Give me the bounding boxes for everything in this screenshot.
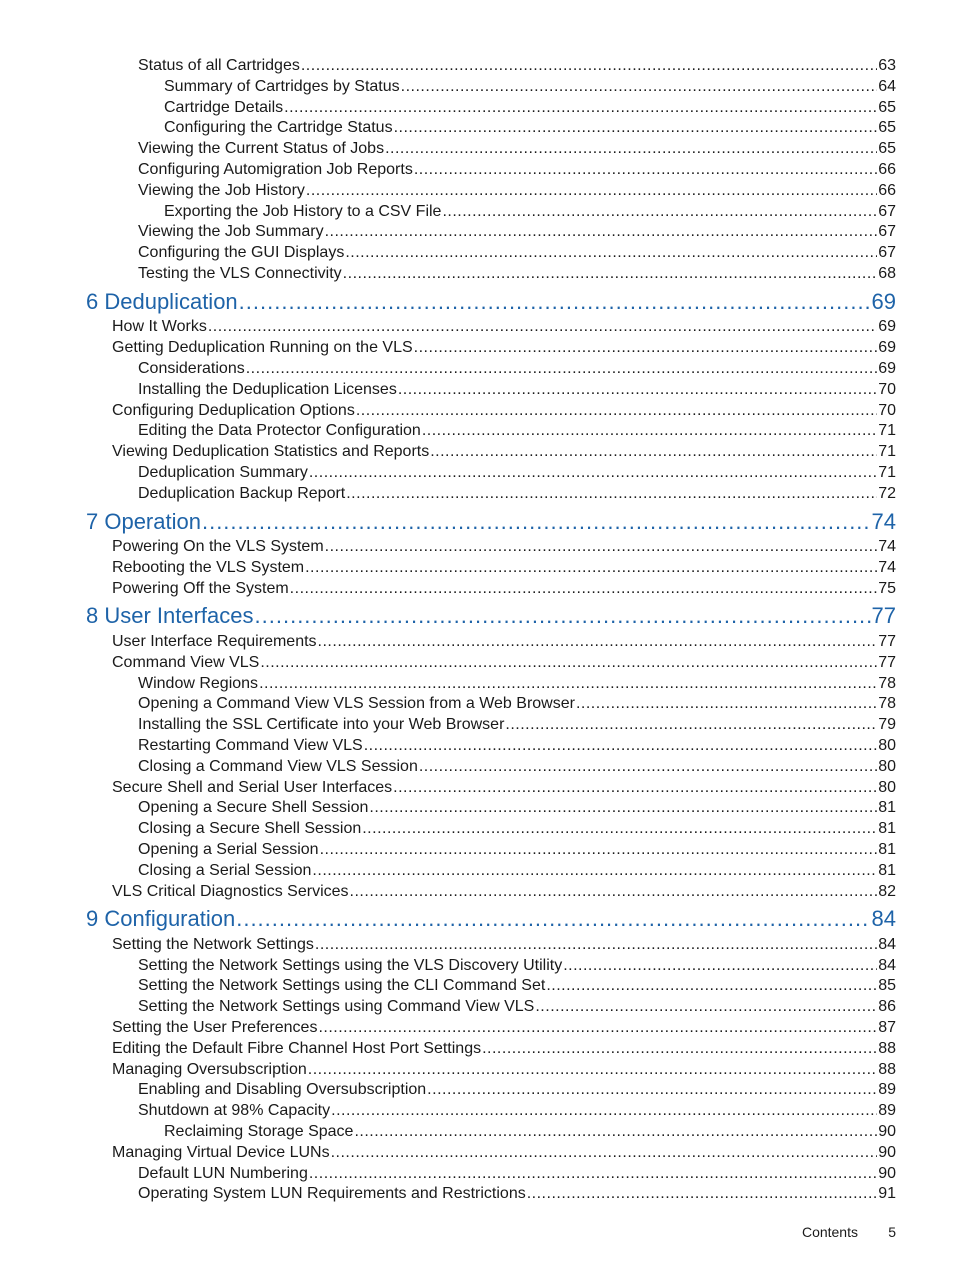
toc-leader-dots bbox=[527, 1184, 877, 1204]
toc-leader-dots bbox=[202, 509, 871, 535]
toc-leader-dots bbox=[401, 77, 878, 97]
toc-entry-page: 72 bbox=[878, 484, 896, 502]
toc-entry-page: 84 bbox=[871, 906, 896, 932]
toc-entry[interactable] bbox=[164, 202, 896, 222]
toc-entry-page: 86 bbox=[878, 998, 896, 1016]
toc-entry-page: 85 bbox=[878, 977, 896, 995]
toc-entry-title: Considerations bbox=[138, 359, 245, 377]
toc-entry[interactable] bbox=[164, 98, 896, 118]
toc-entry-title: Restarting Command View VLS bbox=[138, 736, 363, 754]
toc-entry-page: 81 bbox=[878, 861, 896, 879]
toc-entry-page: 84 bbox=[878, 935, 896, 953]
toc-entry-page: 71 bbox=[878, 443, 896, 461]
toc-entry-page: 87 bbox=[878, 1019, 896, 1036]
toc-leader-dots bbox=[385, 139, 877, 159]
toc-entry-title: Deduplication Summary bbox=[138, 463, 308, 481]
toc-entry-page: 81 bbox=[878, 799, 896, 817]
toc-entry-title: Opening a Secure Shell Session bbox=[138, 799, 369, 817]
toc-entry[interactable] bbox=[138, 264, 896, 284]
toc-entry-page: 90 bbox=[878, 1123, 896, 1140]
toc-entry[interactable] bbox=[112, 632, 896, 652]
toc-leader-dots bbox=[309, 463, 877, 483]
toc-entry[interactable] bbox=[138, 976, 896, 996]
toc-leader-dots bbox=[345, 243, 877, 263]
toc-entry[interactable] bbox=[138, 181, 896, 201]
toc-entry[interactable] bbox=[138, 674, 896, 694]
toc-entry-title: Setting the User Preferences bbox=[112, 1019, 318, 1036]
toc-entry-title: Setting the Network Settings using the VLS Discovery Utility bbox=[138, 956, 563, 974]
toc-entry-page: 69 bbox=[871, 288, 896, 314]
toc-entry-page: 67 bbox=[878, 244, 896, 262]
toc-entry[interactable] bbox=[112, 935, 896, 955]
toc-entry[interactable] bbox=[112, 401, 896, 421]
toc-entry[interactable] bbox=[138, 139, 896, 159]
toc-entry[interactable] bbox=[112, 338, 896, 358]
toc-entry-page: 77 bbox=[871, 603, 896, 629]
toc-entry[interactable] bbox=[138, 1101, 896, 1121]
toc-entry-page: 90 bbox=[878, 1143, 896, 1161]
toc-chapter-entry[interactable] bbox=[86, 603, 896, 629]
toc-entry[interactable] bbox=[112, 1060, 896, 1080]
toc-entry[interactable] bbox=[138, 380, 896, 400]
toc-entry-title: Configuring Deduplication Options bbox=[112, 401, 355, 419]
toc-entry[interactable] bbox=[138, 222, 896, 242]
toc-leader-dots bbox=[290, 579, 878, 599]
toc-entry[interactable] bbox=[138, 484, 896, 504]
toc-entry-page: 74 bbox=[878, 558, 896, 576]
toc-entry-title: Cartridge Details bbox=[164, 98, 284, 116]
toc-entry-page: 78 bbox=[878, 695, 896, 713]
toc-entry-title: Default LUN Numbering bbox=[138, 1164, 308, 1182]
toc-leader-dots bbox=[236, 906, 870, 932]
toc-entry-title: 8 User Interfaces bbox=[86, 603, 254, 629]
toc-entry-title: Summary of Cartridges by Status bbox=[164, 77, 400, 95]
toc-entry-title: Operating System LUN Requirements and Restrictions bbox=[138, 1185, 526, 1203]
toc-entry-title: Opening a Command View VLS Session from a Web Browser bbox=[138, 695, 575, 713]
toc-leader-dots bbox=[350, 882, 878, 902]
toc-entry-page: 89 bbox=[878, 1081, 896, 1099]
toc-entry[interactable] bbox=[112, 537, 896, 557]
footer-section-label: Contents bbox=[801, 1224, 858, 1240]
toc-entry-title: Editing the Data Protector Configuration bbox=[138, 422, 421, 440]
toc-entry-page: 64 bbox=[878, 77, 896, 95]
toc-entry[interactable] bbox=[138, 1184, 896, 1204]
toc-entry-page: 65 bbox=[878, 119, 896, 137]
toc-entry[interactable] bbox=[138, 694, 896, 714]
toc-entry[interactable] bbox=[138, 1080, 896, 1100]
toc-entry[interactable] bbox=[138, 1164, 896, 1184]
toc-leader-dots bbox=[427, 1080, 877, 1100]
toc-entry[interactable] bbox=[112, 882, 896, 902]
toc-entry-page: 77 bbox=[878, 632, 896, 650]
toc-leader-dots bbox=[364, 736, 878, 756]
toc-entry-title: Configuring Automigration Job Reports bbox=[138, 161, 413, 178]
toc-entry-page: 89 bbox=[878, 1102, 896, 1120]
toc-entry-title: Secure Shell and Serial User Interfaces bbox=[112, 778, 393, 796]
toc-leader-dots bbox=[284, 98, 877, 118]
toc-entry-title: Configuring the Cartridge Status bbox=[164, 119, 393, 137]
toc-entry-title: Powering Off the System bbox=[112, 579, 289, 597]
toc-entry[interactable] bbox=[138, 421, 896, 441]
toc-leader-dots bbox=[309, 1164, 877, 1184]
toc-entry-page: 74 bbox=[878, 538, 896, 555]
toc-leader-dots bbox=[394, 118, 878, 138]
toc-leader-dots bbox=[419, 757, 877, 777]
toc-entry-title: Rebooting the VLS System bbox=[112, 558, 305, 576]
toc-leader-dots bbox=[414, 160, 877, 180]
toc-entry-page: 70 bbox=[878, 401, 896, 419]
toc-entry-page: 67 bbox=[878, 202, 896, 220]
toc-entry-title: Deduplication Backup Report bbox=[138, 484, 346, 502]
toc-entry-title: Setting the Network Settings using the CLI Command Set bbox=[138, 977, 546, 995]
toc-leader-dots bbox=[308, 1060, 877, 1080]
toc-leader-dots bbox=[362, 819, 877, 839]
toc-entry-title: Closing a Serial Session bbox=[138, 861, 312, 879]
toc-entry-page: 80 bbox=[878, 736, 896, 754]
toc-entry[interactable] bbox=[138, 840, 896, 860]
toc-entry-title: Exporting the Job History to a CSV File bbox=[164, 202, 442, 220]
toc-entry-page: 75 bbox=[878, 579, 896, 597]
toc-entry-page: 63 bbox=[878, 57, 896, 74]
toc-entry-page: 68 bbox=[878, 265, 896, 282]
toc-leader-dots bbox=[325, 222, 878, 242]
toc-entry-title: Getting Deduplication Running on the VLS bbox=[112, 339, 413, 357]
toc-entry-page: 71 bbox=[878, 463, 896, 481]
toc-leader-dots bbox=[393, 778, 877, 798]
toc-entry-page: 78 bbox=[878, 674, 896, 692]
toc-entry-title: Window Regions bbox=[138, 674, 259, 692]
toc-entry[interactable] bbox=[112, 778, 896, 798]
toc-entry-title: Editing the Default Fibre Channel Host Port Settings bbox=[112, 1039, 482, 1057]
toc-entry-page: 79 bbox=[878, 716, 896, 734]
toc-entry-title: 9 Configuration bbox=[86, 906, 236, 932]
toc-leader-dots bbox=[430, 442, 877, 462]
toc-entry[interactable] bbox=[138, 736, 896, 756]
toc-entry[interactable] bbox=[112, 442, 896, 462]
toc-leader-dots bbox=[482, 1039, 877, 1059]
toc-entry-page: 67 bbox=[878, 223, 896, 241]
toc-entry-title: 7 Operation bbox=[86, 508, 201, 534]
toc-leader-dots bbox=[343, 264, 878, 284]
toc-leader-dots bbox=[239, 289, 871, 315]
toc-entry-title: Status of all Cartridges bbox=[138, 57, 300, 74]
toc-entry-page: 74 bbox=[871, 508, 896, 534]
toc-entry-page: 88 bbox=[878, 1060, 896, 1078]
toc-entry-title: Managing Oversubscription bbox=[112, 1060, 307, 1078]
toc-entry-page: 82 bbox=[878, 882, 896, 900]
toc-entry-title: Enabling and Disabling Oversubscription bbox=[138, 1081, 427, 1099]
toc-leader-dots bbox=[305, 558, 877, 578]
toc-leader-dots bbox=[331, 1101, 877, 1121]
toc-entry-page: 65 bbox=[878, 98, 896, 116]
toc-leader-dots bbox=[505, 715, 877, 735]
toc-leader-dots bbox=[369, 798, 877, 818]
toc-leader-dots bbox=[398, 380, 877, 400]
toc-leader-dots bbox=[320, 840, 878, 860]
toc-entry-page: 80 bbox=[878, 778, 896, 796]
toc-entry-page: 80 bbox=[878, 757, 896, 775]
toc-entry[interactable] bbox=[112, 317, 896, 337]
toc-entry-title: How It Works bbox=[112, 318, 207, 336]
toc-entry-title: Setting the Network Settings using Command View VLS bbox=[138, 998, 535, 1016]
toc-entry[interactable] bbox=[138, 243, 896, 263]
toc-chapter-entry[interactable] bbox=[86, 509, 896, 535]
toc-entry[interactable] bbox=[112, 1018, 896, 1038]
toc-entry[interactable] bbox=[164, 118, 896, 138]
toc-entry-page: 81 bbox=[878, 840, 896, 858]
toc-entry-page: 69 bbox=[878, 359, 896, 377]
toc-entry[interactable] bbox=[112, 579, 896, 599]
toc-entry[interactable] bbox=[138, 819, 896, 839]
toc-entry-title: Powering On the VLS System bbox=[112, 538, 324, 555]
toc-leader-dots bbox=[312, 861, 877, 881]
toc-entry-page: 69 bbox=[878, 339, 896, 357]
toc-entry[interactable] bbox=[112, 1143, 896, 1163]
toc-entry[interactable] bbox=[138, 56, 896, 76]
toc-leader-dots bbox=[325, 537, 878, 557]
toc-leader-dots bbox=[546, 976, 877, 996]
toc-entry-page: 88 bbox=[878, 1039, 896, 1057]
toc-leader-dots bbox=[535, 997, 877, 1017]
toc-entry-title: Configuring the GUI Displays bbox=[138, 244, 345, 262]
toc-entry[interactable] bbox=[164, 1122, 896, 1142]
toc-entry-page: 84 bbox=[878, 956, 896, 974]
toc-entry-page: 69 bbox=[878, 318, 896, 336]
toc-entry-title: User Interface Requirements bbox=[112, 632, 317, 650]
toc-leader-dots bbox=[356, 401, 877, 421]
toc-entry[interactable] bbox=[138, 463, 896, 483]
toc-entry[interactable] bbox=[138, 757, 896, 777]
toc-entry-title: Opening a Serial Session bbox=[138, 840, 319, 858]
toc-entry-title: Reclaiming Storage Space bbox=[164, 1123, 354, 1140]
toc-entry-title: Viewing the Current Status of Jobs bbox=[138, 140, 385, 158]
toc-leader-dots bbox=[318, 1018, 877, 1038]
toc-entry-title: Viewing the Job History bbox=[138, 181, 305, 199]
toc-entry-title: VLS Critical Diagnostics Services bbox=[112, 882, 349, 900]
toc-entry-page: 66 bbox=[878, 161, 896, 178]
toc-entry-title: Viewing the Job Summary bbox=[138, 223, 324, 241]
toc-entry-page: 65 bbox=[878, 140, 896, 158]
toc-leader-dots bbox=[259, 674, 877, 694]
toc-leader-dots bbox=[576, 694, 877, 714]
toc-leader-dots bbox=[331, 1143, 878, 1163]
toc-entry[interactable] bbox=[164, 77, 896, 97]
toc-entry-title: Closing a Secure Shell Session bbox=[138, 820, 362, 838]
toc-entry-title: Closing a Command View VLS Session bbox=[138, 757, 418, 775]
toc-leader-dots bbox=[306, 181, 877, 201]
toc-entry[interactable] bbox=[138, 715, 896, 735]
toc-entry-title: Installing the Deduplication Licenses bbox=[138, 380, 397, 398]
toc-entry-title: Testing the VLS Connectivity bbox=[138, 265, 342, 282]
toc-leader-dots bbox=[255, 603, 871, 629]
toc-leader-dots bbox=[354, 1122, 877, 1142]
toc-leader-dots bbox=[414, 338, 878, 358]
toc-leader-dots bbox=[246, 359, 877, 379]
toc-entry-title: Shutdown at 98% Capacity bbox=[138, 1102, 331, 1120]
toc-entry-page: 91 bbox=[878, 1185, 896, 1203]
toc-leader-dots bbox=[260, 653, 877, 673]
toc-entry[interactable] bbox=[138, 956, 896, 976]
toc-leader-dots bbox=[442, 202, 877, 222]
toc-entry-page: 77 bbox=[878, 653, 896, 671]
toc-leader-dots bbox=[563, 956, 877, 976]
toc-entry[interactable] bbox=[138, 997, 896, 1017]
toc-entry-page: 66 bbox=[878, 181, 896, 199]
toc-entry-page: 70 bbox=[878, 380, 896, 398]
toc-entry-title: Installing the SSL Certificate into your Web Browser bbox=[138, 716, 505, 734]
toc-entry-page: 90 bbox=[878, 1164, 896, 1182]
toc-entry-title: 6 Deduplication bbox=[86, 288, 238, 314]
toc-leader-dots bbox=[422, 421, 877, 441]
toc-entry-page: 81 bbox=[878, 820, 896, 838]
toc-leader-dots bbox=[318, 632, 878, 652]
toc-entry[interactable] bbox=[112, 653, 896, 673]
toc-leader-dots bbox=[315, 935, 877, 955]
toc-entry[interactable] bbox=[138, 798, 896, 818]
toc-entry[interactable] bbox=[112, 1039, 896, 1059]
toc-chapter-entry[interactable] bbox=[86, 289, 896, 315]
toc-entry[interactable] bbox=[138, 359, 896, 379]
toc-entry[interactable] bbox=[138, 160, 896, 180]
toc-entry-title: Command View VLS bbox=[112, 653, 260, 671]
toc-entry[interactable] bbox=[112, 558, 896, 578]
toc-entry-title: Setting the Network Settings bbox=[112, 935, 314, 953]
toc-entry-title: Viewing Deduplication Statistics and Reports bbox=[112, 443, 430, 461]
toc-leader-dots bbox=[346, 484, 877, 504]
toc-leader-dots bbox=[301, 56, 877, 76]
toc-entry-page: 71 bbox=[878, 422, 896, 440]
toc-entry[interactable] bbox=[138, 861, 896, 881]
footer-page-number: 5 bbox=[888, 1224, 896, 1240]
toc-entry-title: Managing Virtual Device LUNs bbox=[112, 1143, 330, 1161]
toc-chapter-entry[interactable] bbox=[86, 906, 896, 932]
toc-leader-dots bbox=[208, 317, 877, 337]
